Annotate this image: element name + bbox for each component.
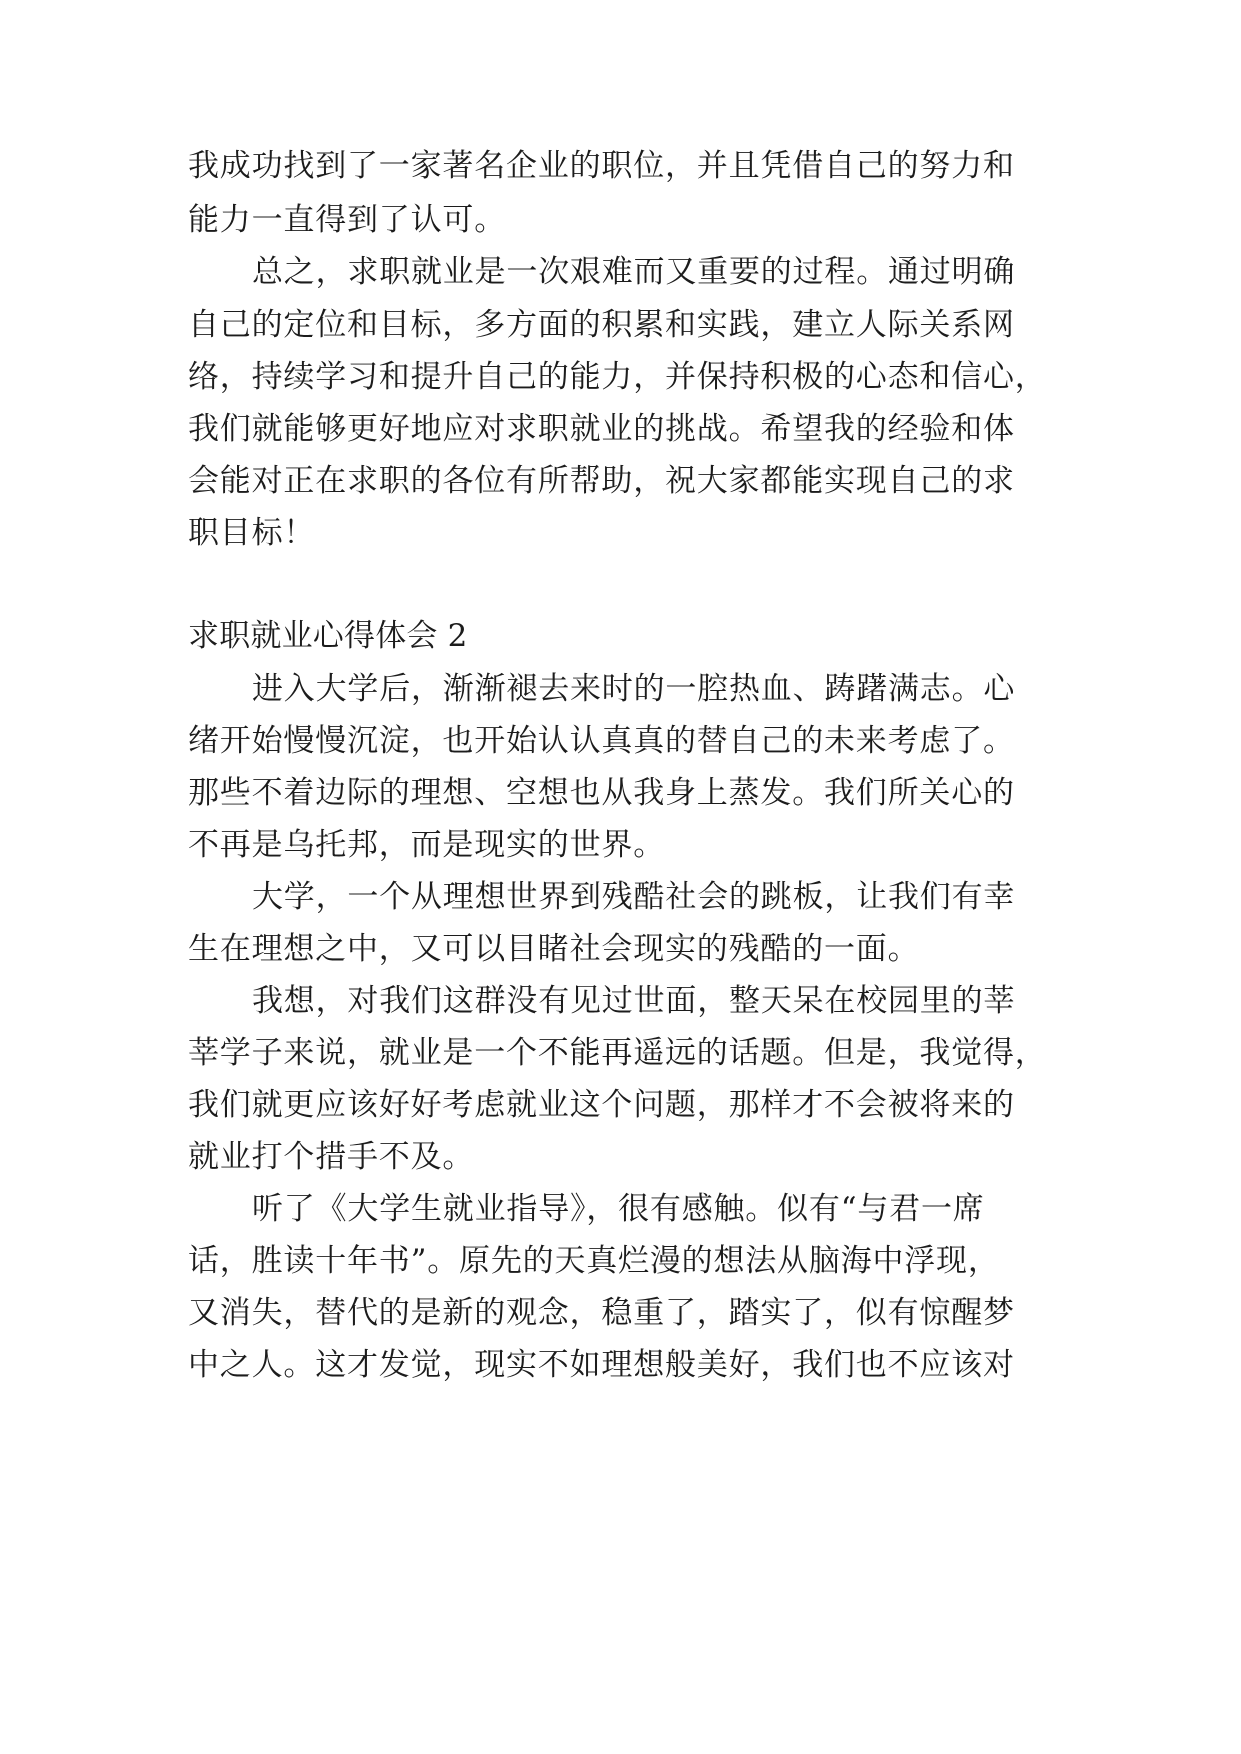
- text-line: 我们就能够更好地应对求职就业的挑战。希望我的经验和体: [188, 411, 1015, 447]
- text-line: 进入大学后，渐渐褪去来时的一腔热血、踌躇满志。心: [252, 671, 1016, 707]
- text-line: 会能对正在求职的各位有所帮助，祝大家都能实现自己的求: [188, 463, 1015, 499]
- text-line: 大学，一个从理想世界到残酷社会的跳板，让我们有幸: [252, 879, 1016, 915]
- text-line: 又消失，替代的是新的观念，稳重了，踏实了，似有惊醒梦: [188, 1295, 1015, 1331]
- text-line: 莘学子来说，就业是一个不能再遥远的话题。但是，我觉得，: [188, 1035, 1047, 1071]
- text-column: [188, 0, 1068, 1754]
- text-line: 就业打个措手不及。: [188, 1139, 475, 1175]
- text-line: 听了《大学生就业指导》，很有感触。似有“与君一席: [252, 1191, 985, 1227]
- text-line: 我想，对我们这群没有见过世面，整天呆在校园里的莘: [252, 983, 1016, 1019]
- text-line: 能力一直得到了认可。: [188, 202, 506, 238]
- text-line: 绪开始慢慢沉淀，也开始认认真真的替自己的未来考虑了。: [188, 723, 1015, 759]
- text-line: 职目标！: [188, 515, 316, 551]
- section-heading: 求职就业心得体会 2: [188, 618, 468, 654]
- text-line: 不再是乌托邦，而是现实的世界。: [188, 827, 665, 863]
- text-line: 话，胜读十年书”。原先的天真烂漫的想法从脑海中浮现，: [188, 1243, 1000, 1279]
- text-line: 那些不着边际的理想、空想也从我身上蒸发。我们所关心的: [188, 775, 1015, 811]
- text-line: 我成功找到了一家著名企业的职位，并且凭借自己的努力和: [188, 148, 1015, 184]
- text-line: 中之人。这才发觉，现实不如理想般美好，我们也不应该对: [188, 1347, 1015, 1383]
- text-line: 自己的定位和目标，多方面的积累和实践，建立人际关系网: [188, 307, 1015, 343]
- text-line: 我们就更应该好好考虑就业这个问题，那样才不会被将来的: [188, 1087, 1015, 1123]
- text-line: 总之，求职就业是一次艰难而又重要的过程。通过明确: [252, 254, 1016, 290]
- text-line: 络，持续学习和提升自己的能力，并保持积极的心态和信心，: [188, 359, 1047, 395]
- text-line: 生在理想之中，又可以目睹社会现实的残酷的一面。: [188, 931, 920, 967]
